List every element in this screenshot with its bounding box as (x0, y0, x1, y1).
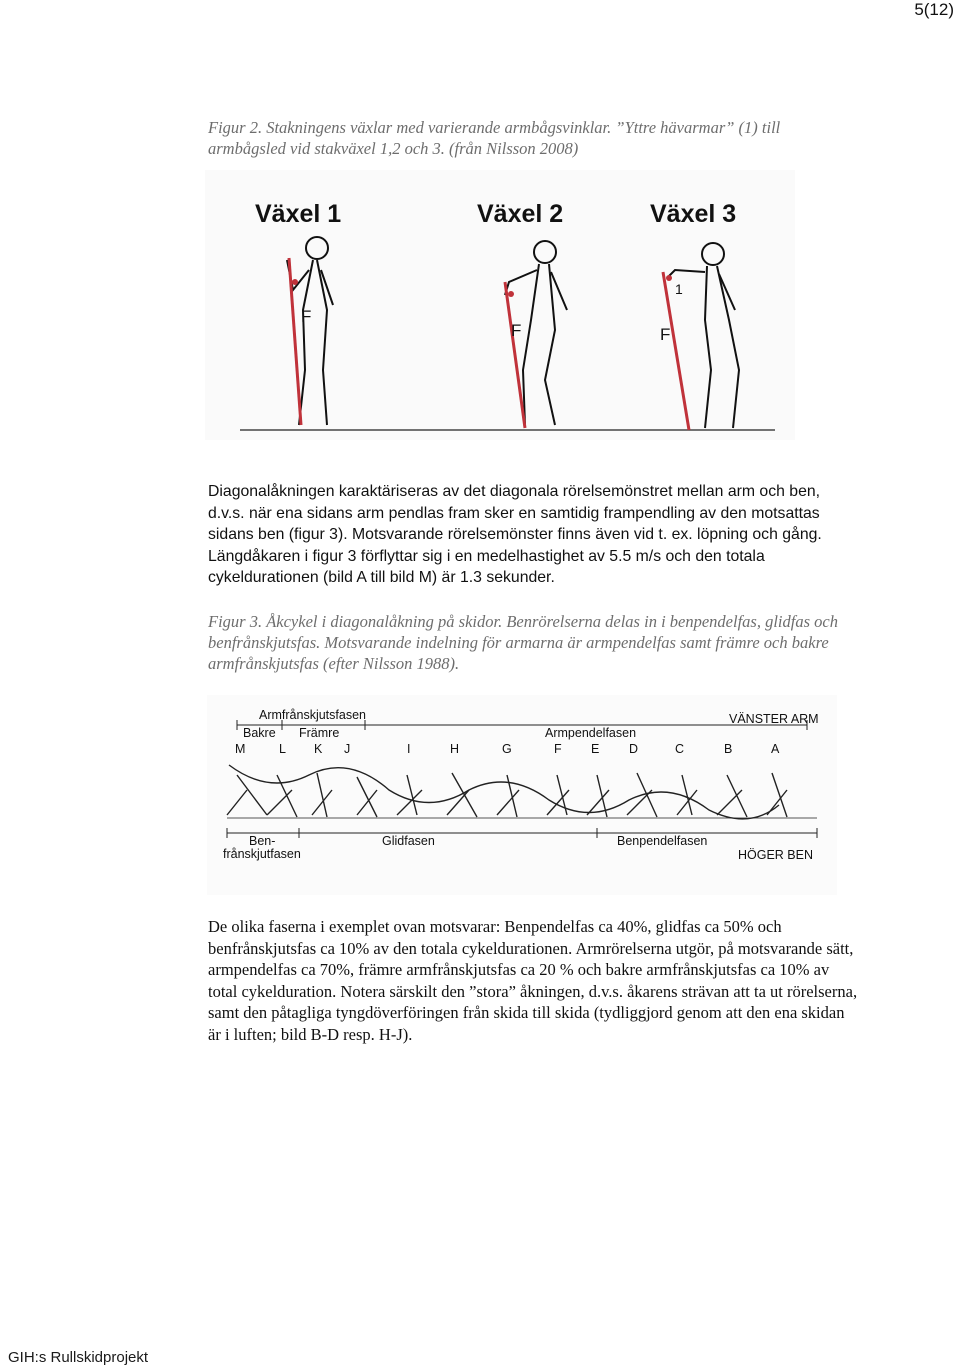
glide-label: Glidfasen (382, 834, 435, 848)
frame-label-m: M (235, 742, 246, 756)
paragraph-phases: De olika faserna i exemplet ovan motsvarar: Benpendelfas ca 40%, glidfas ca 50% och benfrånskjutsfas ca 10% av den totala cykeldurationen. Armrörelserna utgör, på motsvarande sätt, armpendelfas ca 70%, främre armfrånskjutsfas ca 20 % och bakre armfrånskjutsfas ca 10% av total cykelduration. Notera särskilt den ”stora” åkningen, d.v.s. åkarens strävan att ta ut rörelserna, samt den påtagliga tyngdöverföringen från skida till skida (tydliggjord genom att den ena skidan är i luften; bild B-D resp. H-J). (208, 917, 858, 1044)
leg-push-label-1: Ben- (249, 834, 276, 848)
force-label-3: F (660, 325, 671, 344)
arm-swing-label: Armpendelfasen (545, 726, 637, 740)
vaxel1-title: Växel 1 (255, 200, 342, 228)
vaxel2-title: Växel 2 (477, 200, 564, 228)
left-arm-label: VÄNSTER ARM (729, 712, 819, 726)
page-number: 5(12) (914, 0, 954, 19)
frame-label-e: E (591, 742, 600, 756)
figure3-caption: Figur 3. Åkcykel i diagonalåkning på skidor. Benrörelserna delas in i benpendelfas, glidfas och benfrånskjutsfas. Motsvarande indelning för armarna är armpendelfas samt främre och bakre armfrånskjutsfas (efter Nilsson 1988). (208, 612, 838, 673)
frame-label-j: J (344, 742, 351, 756)
right-leg-label: HÖGER BEN (738, 848, 814, 862)
figure3-illustration (207, 695, 837, 895)
figure2-illustration (205, 170, 795, 440)
frame-label-h: H (450, 742, 460, 756)
arm-rear-label: Bakre (243, 726, 276, 740)
frame-label-i: I (407, 742, 411, 756)
frame-label-b: B (724, 742, 733, 756)
figure2-caption: Figur 2. Stakningens växlar med varierande armbågsvinklar. ”Yttre hävarmar” (1) till armbågsled vid stakväxel 1,2 och 3. (från Nilsson 2008) (208, 118, 781, 158)
frame-label-l: L (279, 742, 286, 756)
leg-swing-label: Benpendelfasen (617, 834, 708, 848)
frame-label-c: C (675, 742, 685, 756)
arm-front-label: Främre (299, 726, 340, 740)
force-label-1: F (301, 307, 312, 326)
vaxel3-title: Växel 3 (650, 200, 737, 228)
leg-push-label-2: frånskjutfasen (223, 847, 301, 861)
frame-label-g: G (502, 742, 512, 756)
force-label-2: F (511, 321, 522, 340)
paragraph-diagonal: Diagonalåkningen karaktäriseras av det diagonala rörelsemönstret mellan arm och ben, d.v.s. när ena sidans arm pendlas fram sker en samtidig frampendling av den motsattas sidans ben (figur 3). Motsvarande rörelsemönster finns även vid t. ex. löpning och gång. Längdåkaren i figur 3 förflyttar sig i en medelhastighet av 5.5 m/s och den totala cykeldurationen (bild A till bild M) är 1.3 sekunder. (208, 483, 822, 586)
frame-label-f: F (554, 742, 562, 756)
frame-label-d: D (629, 742, 639, 756)
arm-push-label: Armfrånskjutsfasen (259, 708, 366, 722)
lever-label: 1 (675, 281, 683, 297)
frame-label-a: A (771, 742, 780, 756)
frame-label-k: K (314, 742, 323, 756)
footer-project-name: GIH:s Rullskidprojekt (8, 1349, 149, 1366)
